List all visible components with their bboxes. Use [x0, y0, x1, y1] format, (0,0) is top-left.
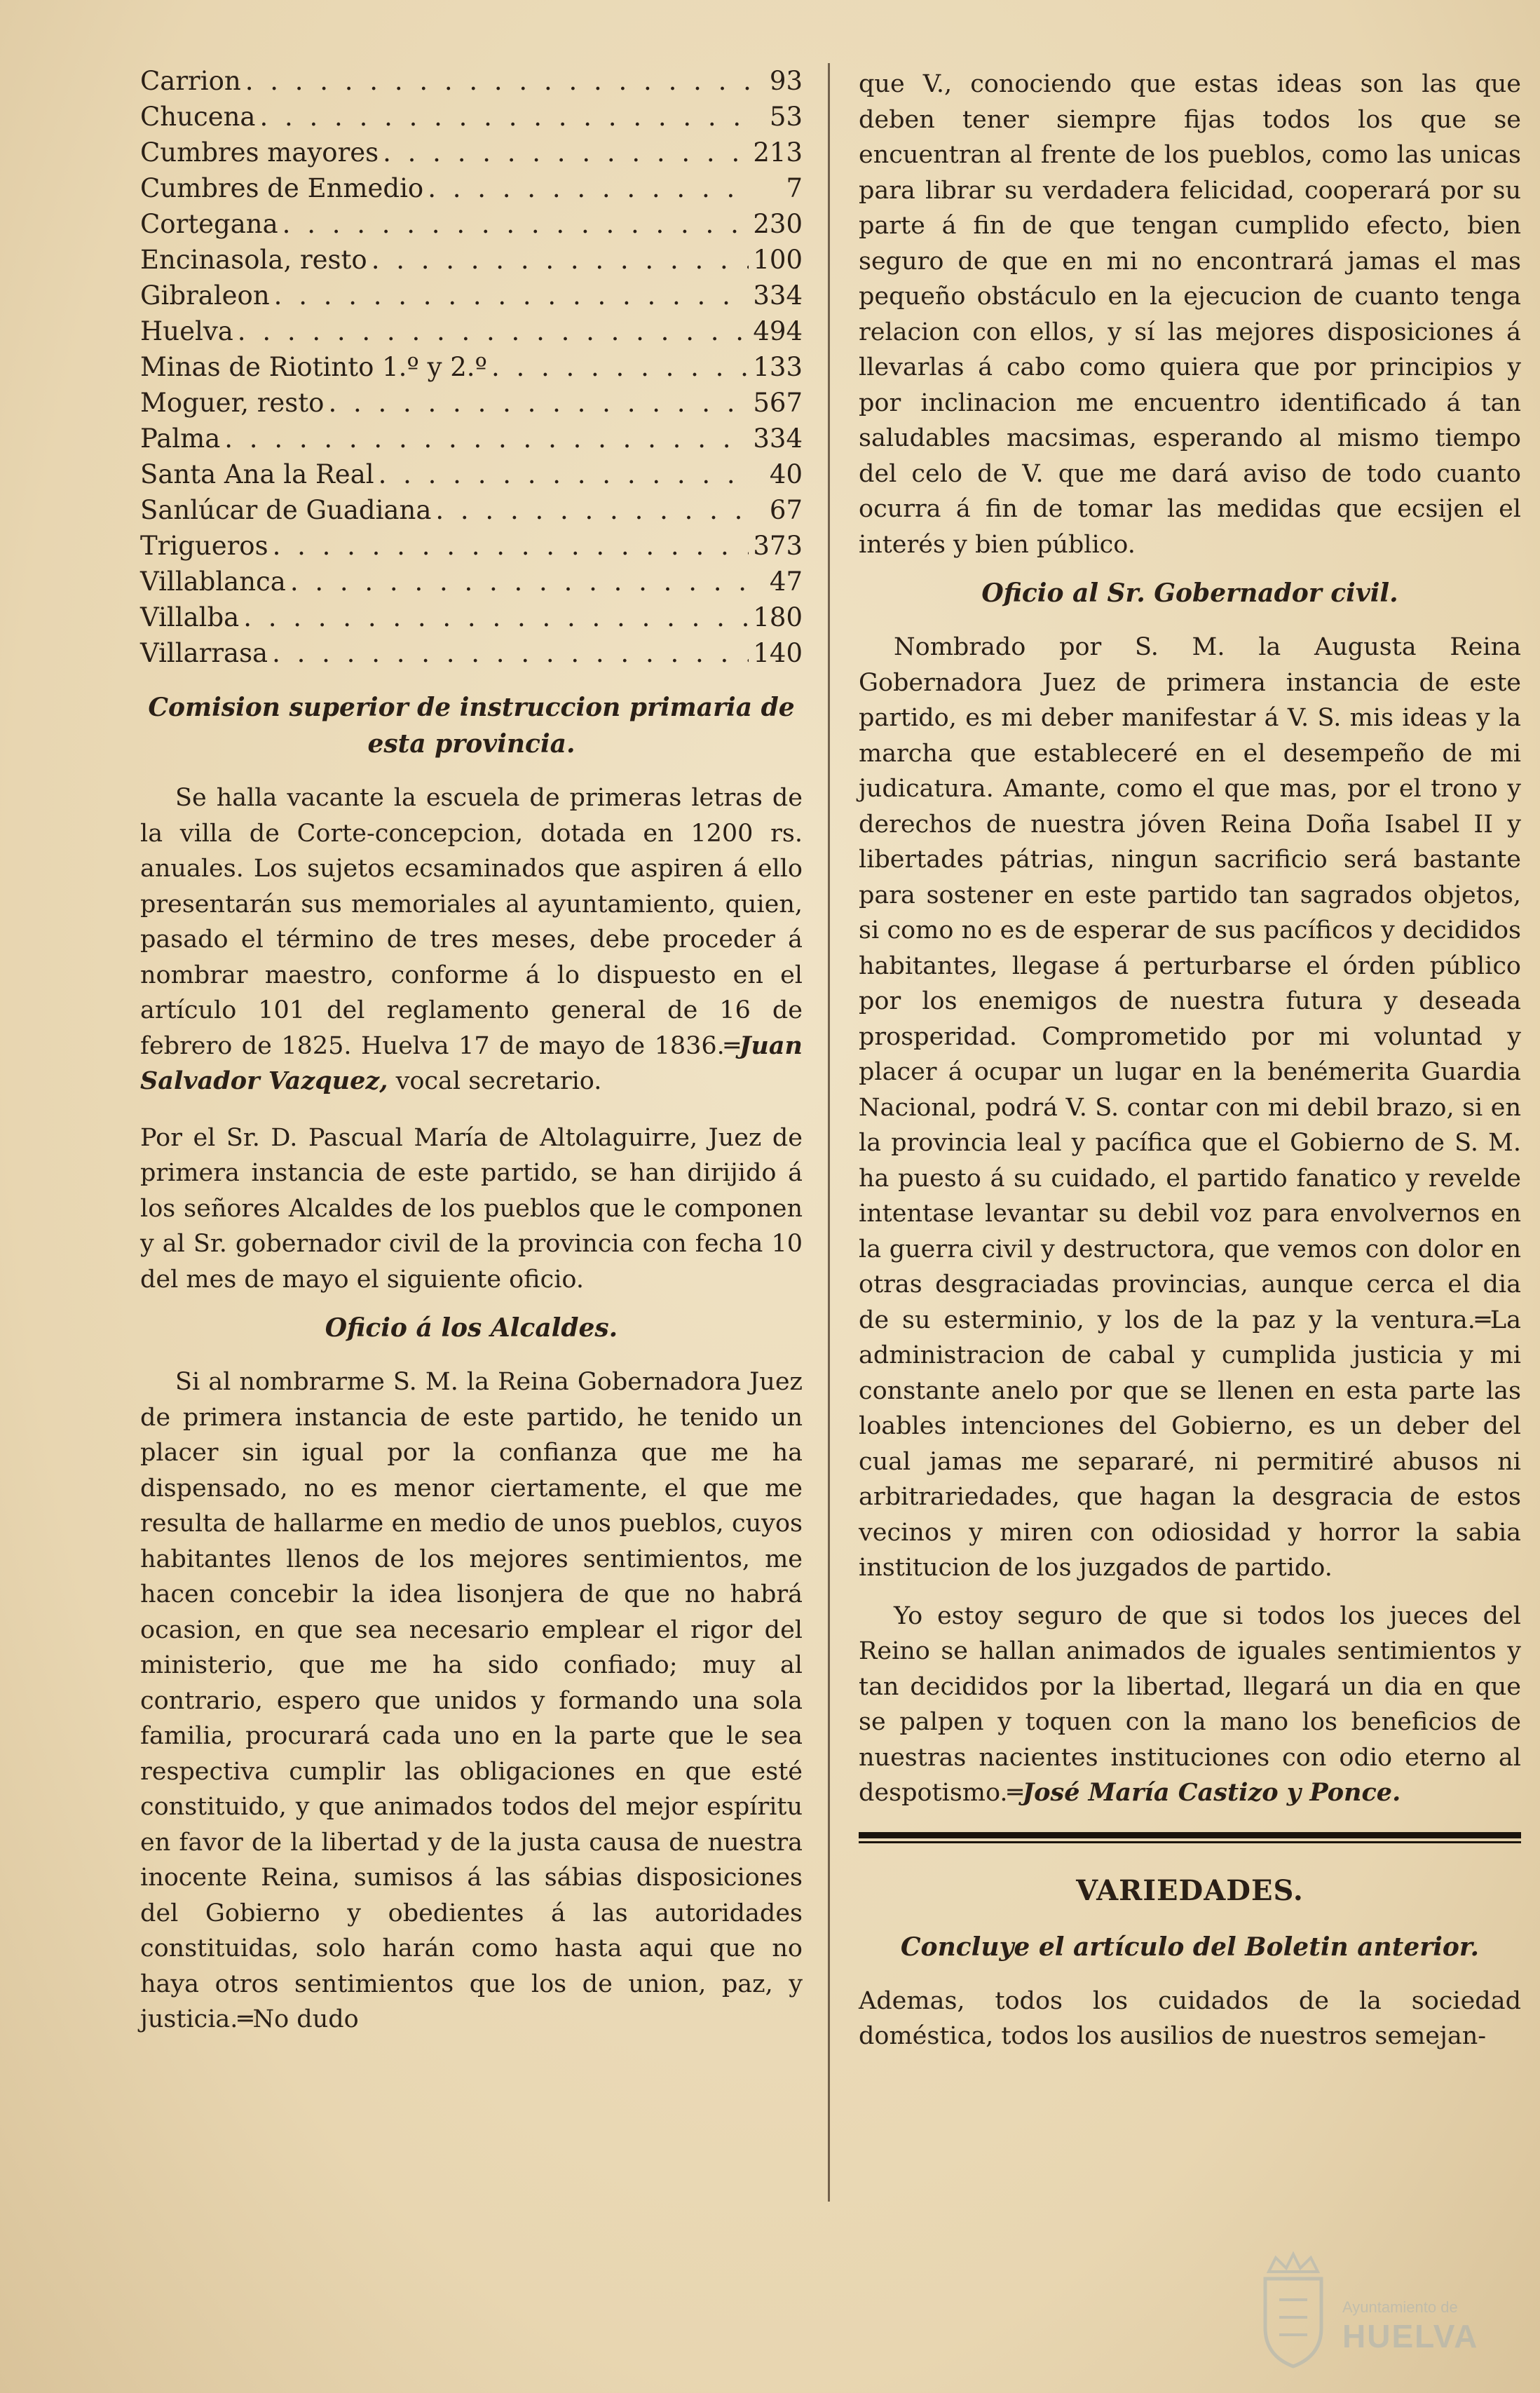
town-list-row	[140, 99, 803, 135]
town-list-row	[140, 635, 803, 671]
town-list-row	[140, 564, 803, 599]
oficio-alcaldes-heading: Oficio á los Alcaldes.	[325, 1313, 618, 1343]
leader-dots	[383, 135, 749, 170]
town-value: 334	[753, 423, 803, 454]
town-name: Encinasola, resto	[140, 245, 367, 275]
leader-dots	[372, 242, 749, 278]
town-name: Huelva	[140, 316, 233, 346]
crown-shield-icon	[1255, 2251, 1332, 2370]
comision-signature: ═Juan Salvador Vazquez,	[140, 1031, 803, 1095]
town-value: 567	[753, 388, 803, 418]
leader-dots	[259, 99, 749, 135]
town-name: Villalba	[140, 602, 240, 632]
comision-signature-role: vocal secretario.	[388, 1067, 602, 1095]
juez-intro: Por el Sr. D. Pascual María de Altolaguirre, Juez de primera instancia de este partido, se han dirijido á los señores Alcaldes de los pueblos que le componen y al Sr. gobernador civil de la provincia con fecha 10 del mes de mayo el siguiente oficio.	[140, 1123, 803, 1294]
town-value: 40	[769, 459, 803, 489]
town-value: 180	[753, 602, 803, 632]
town-name: Cumbres de Enmedio	[140, 173, 424, 203]
leader-dots	[272, 635, 749, 671]
town-name: Gibraleon	[140, 280, 270, 311]
town-value: 53	[769, 102, 803, 132]
column-divider	[828, 63, 830, 2202]
comision-paragraph	[140, 780, 803, 1099]
left-column	[140, 63, 803, 2050]
town-list-row	[140, 313, 803, 349]
town-list-row	[140, 421, 803, 456]
town-value: 47	[769, 567, 803, 597]
town-value: 230	[753, 209, 803, 239]
oficio-gobernador-paragraph-2	[859, 1599, 1521, 1811]
town-list-row	[140, 492, 803, 528]
town-list-row	[140, 528, 803, 564]
leader-dots	[435, 492, 749, 528]
comision-text: Se halla vacante la escuela de primeras letras de la villa de Corte-concepcion, dotada en 1200 rs. anuales. Los sujetos ecsaminados que aspiren á ello presentarán sus memoriales al ayuntamiento, quien, pasado el término de tres meses, debe proceder á nombrar maestro, conforme á lo dispuesto en el artículo 101 del reglamento general de 16 de febrero de 1825. Huelva 17 de mayo de 1836.	[140, 784, 803, 1060]
town-value: 494	[753, 316, 803, 346]
town-value: 93	[769, 66, 803, 96]
town-name: Trigueros	[140, 531, 268, 561]
town-name: Villablanca	[140, 567, 286, 597]
town-name: Villarrasa	[140, 638, 268, 668]
town-value: 140	[753, 638, 803, 668]
town-list-row	[140, 599, 803, 635]
right-column	[859, 67, 1521, 2067]
oficio-gobernador-signature: ═José María Castizo y Ponce.	[1007, 1778, 1401, 1807]
town-name: Carrion	[140, 66, 241, 96]
town-list-row	[140, 135, 803, 170]
comision-heading: Comision superior de instruccion primaria de esta provincia.	[148, 693, 795, 759]
town-value: 213	[753, 137, 803, 168]
watermark-line-2: HUELVA	[1342, 2318, 1479, 2354]
continuation-text: que V., conociendo que estas ideas son las que deben tener siempre fijas todos los que se encuentran al frente de los pueblos, como las unicas para librar su verdadera felicidad, cooperará por su parte á fin de que tengan cumplido efecto, bien seguro de que en mi no encontrará jamas el mas pequeño obstáculo en la ejecucion de cuanto tenga relacion con ellos, y sí las mejores disposiciones á llevarlas á cabo como quiera que por principios y por inclinacion me encuentro identificado á tan saludables macsimas, esperando al mismo tiempo del celo de V. que me dará aviso de todo cuanto ocurra á fin de tomar las medidas que ecsijen el interés y bien público.	[859, 70, 1521, 559]
town-name: Sanlúcar de Guadiana	[140, 495, 432, 525]
leader-dots	[245, 63, 749, 99]
variedades-text: Ademas, todos los cuidados de la sociedad doméstica, todos los ausilios de nuestros semejan-	[859, 1986, 1521, 2050]
oficio-gobernador-paragraph-1: Nombrado por S. M. la Augusta Reina Gobernadora Juez de primera instancia de este partido, es mi deber manifestar á V. S. mis ideas y la marcha que estableceré en el desempeño de mi judicatura. Amante, como el que mas, por el trono y derechos de nuestra jóven Reina Doña Isabel II y libertades pátrias, ningun sacrificio será bastante para sostener en este partido tan sagrados objetos, si como no es de esperar de sus pacíficos y decididos habitantes, llegase á perturbarse el órden público por los enemigos de nuestra futura y deseada prosperidad. Comprometido por mi voluntad y placer á ocupar un lugar en la benémerita Guardia Nacional, podrá V. S. contar con mi debil brazo, si en la provincia leal y pacífica que el Gobierno de S. M. ha puesto á su cuidado, el partido fanatico y revelde intentase levantar su debil voz para envolvernos en la guerra civil y destructora, que vemos con dolor en otras desgraciadas provincias, aunque cerca el dia de su esterminio, y los de la paz y la ventura.═La administracion de cabal y cumplida justicia y mi constante anelo por que se llenen en esta parte las loables intenciones del Gobierno, es un deber del cual jamas me separaré, ni permitiré abusos ni arbitrariedades, que hagan la desgracia de estos vecinos y miren con odiosidad y horror la sabia institucion de los juzgados de partido.	[859, 633, 1521, 1582]
oficio-gobernador-heading: Oficio al Sr. Gobernador civil.	[981, 578, 1398, 608]
leader-dots	[328, 385, 749, 421]
town-list-row	[140, 278, 803, 313]
town-list-row	[140, 170, 803, 206]
town-value: 334	[753, 280, 803, 311]
leader-dots	[491, 349, 749, 385]
town-list-row	[140, 349, 803, 385]
town-value: 7	[786, 173, 803, 203]
town-list	[140, 63, 803, 671]
town-name: Chucena	[140, 102, 256, 132]
leader-dots	[273, 528, 749, 564]
town-name: Moguer, resto	[140, 388, 325, 418]
leader-dots	[290, 564, 749, 599]
leader-dots	[243, 599, 749, 635]
town-list-row	[140, 385, 803, 421]
town-value: 373	[753, 531, 803, 561]
town-name: Cumbres mayores	[140, 137, 379, 168]
watermark	[1248, 2244, 1528, 2377]
oficio-alcaldes-text: Si al nombrarme S. M. la Reina Gobernadora Juez de primera instancia de este partido, he tenido un placer sin igual por la confianza que me ha dispensado, no es menor ciertamente, el que me resulta de hallarme en medio de unos pueblos, cuyos habitantes llenos de los mejores sentimientos, me hacen concebir la idea lisonjera de que no habrá ocasion, en que sea necesario emplear el rigor del ministerio, que me ha sido confiado; muy al contrario, espero que unidos y formando una sola familia, procurará cada uno en la parte que le sea respectiva cumplir las obligaciones en que esté constituido, y que animados todos del mejor espíritu en favor de la libertad y de la justa causa de nuestra inocente Reina, sumisos á las sábias disposiciones del Gobierno y obedientes á las autoridades constituidas, solo harán como hasta aqui que no haya otros sentimientos que los de union, paz, y justicia.═No dudo	[140, 1368, 803, 2033]
leader-dots	[379, 456, 749, 492]
watermark-line-1: Ayuntamiento de	[1342, 2298, 1458, 2316]
variedades-title: VARIEDADES.	[1076, 1873, 1304, 1907]
town-list-row	[140, 206, 803, 242]
variedades-subheading: Concluye el artículo del Boletin anterior.	[900, 1932, 1480, 1962]
town-name: Minas de Riotinto 1.º y 2.º	[140, 352, 487, 382]
town-name: Cortegana	[140, 209, 278, 239]
oficio-gobernador-text-2: Yo estoy seguro de que si todos los jueces del Reino se hallan animados de iguales sentimientos y tan decididos por la libertad, llegará un dia en que se palpen y toquen con la mano los beneficios de nuestras nacientes instituciones con odio eterno al despotismo.	[859, 1601, 1521, 1807]
town-name: Palma	[140, 423, 221, 454]
town-value: 100	[753, 245, 803, 275]
leader-dots	[224, 421, 749, 456]
town-list-row	[140, 456, 803, 492]
leader-dots	[428, 170, 749, 206]
town-value: 133	[753, 352, 803, 382]
town-list-row	[140, 63, 803, 99]
section-divider	[859, 1832, 1521, 1843]
town-name: Santa Ana la Real	[140, 459, 374, 489]
leader-dots	[282, 206, 749, 242]
town-value: 67	[769, 495, 803, 525]
leader-dots	[238, 313, 749, 349]
leader-dots	[274, 278, 749, 313]
town-list-row	[140, 242, 803, 278]
